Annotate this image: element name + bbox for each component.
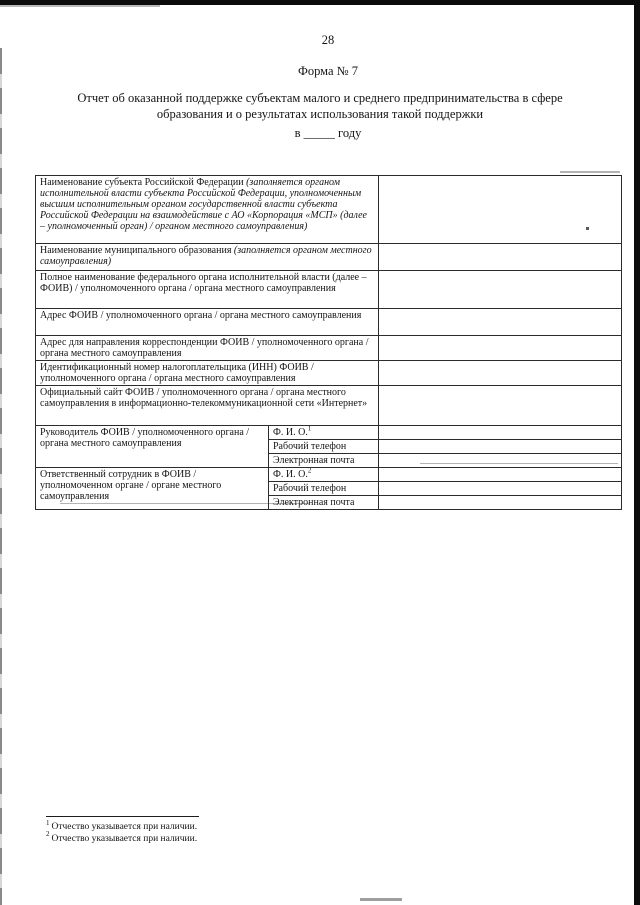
contact-field-value-cell <box>379 454 622 468</box>
contact-field-value-cell <box>379 482 622 496</box>
footnote-marker: 1 <box>307 425 312 433</box>
contact-label-cell <box>36 468 269 510</box>
table-row <box>36 271 622 309</box>
contact-field-name-cell <box>269 440 379 454</box>
contact-field-name-cell <box>269 426 379 440</box>
table-row <box>36 244 622 271</box>
field-label: Наименование муниципального образования <box>40 245 234 256</box>
field-label-cell <box>36 386 379 426</box>
scan-edge-right <box>634 0 640 905</box>
field-value-cell <box>379 309 622 336</box>
field-label: Наименование субъекта Российской Федерации <box>40 177 247 188</box>
contact-field-value-cell <box>379 496 622 510</box>
footnote-marker: 2 <box>307 467 312 475</box>
contact-label-cell <box>36 426 269 468</box>
field-label-cell <box>36 244 379 271</box>
table-row <box>36 309 622 336</box>
footnote <box>46 830 446 846</box>
footnote-separator <box>46 816 199 817</box>
field-value-cell <box>379 336 622 361</box>
field-value-cell <box>379 244 622 271</box>
contact-field-name-cell <box>269 496 379 510</box>
document-title-line1: Отчет об оказанной поддержке субъектам малого и среднего предпринимательства в сфере <box>77 91 563 105</box>
contact-field-value-cell <box>379 426 622 440</box>
document-title <box>12 90 628 122</box>
table-row <box>36 386 622 426</box>
contact-field-name: Ф. И. О. <box>273 427 308 438</box>
field-label: Адрес для направления корреспонденции ФОИВ / уполномоченного органа / органа местного самоуправления <box>40 337 369 359</box>
contact-field-name: Рабочий телефон <box>273 441 347 452</box>
contact-field-name-cell <box>269 454 379 468</box>
table-row <box>36 336 622 361</box>
field-label: Идентификационный номер налогоплательщика (ИНН) ФОИВ / уполномоченного органа / органа местного самоуправления <box>40 362 314 384</box>
field-label: Адрес ФОИВ / уполномоченного органа / органа местного самоуправления <box>40 310 362 321</box>
contact-field-name: Электронная почта <box>273 497 355 508</box>
year-blank-line: в _____ году <box>294 126 362 140</box>
contact-field-value-cell <box>379 440 622 454</box>
field-label-note: (заполняется органом исполнительной власти субъекта Российской Федерации, уполномоченным высшим исполнительным органом государственной власти субъекта Российской Федерации на взаимодействие с АО «Корпорация «МСП» (далее – уполномоченный орган) / органом местного самоуправления) <box>40 177 367 232</box>
contact-field-name: Рабочий телефон <box>273 483 347 494</box>
page-number: 28 <box>321 33 335 47</box>
footnotes <box>46 818 446 845</box>
field-value-cell <box>379 386 622 426</box>
field-value-cell <box>379 176 622 244</box>
footnote-marker: 2 <box>46 830 50 839</box>
scan-edge-left <box>0 48 2 905</box>
document-title-line2: образования и о результатах использования такой поддержки <box>156 107 484 121</box>
scan-smudge <box>560 171 620 173</box>
field-label-note: (заполняется органом местного самоуправления) <box>40 245 372 267</box>
field-label: Ответственный сотрудник в ФОИВ / уполномоченном органе / органе местного самоуправления <box>40 469 222 502</box>
field-label-cell <box>36 336 379 361</box>
contact-field-value-cell <box>379 468 622 482</box>
table-row-contact <box>36 426 622 440</box>
contact-field-name: Электронная почта <box>273 455 355 466</box>
table-row <box>36 176 622 244</box>
field-label-cell <box>36 361 379 386</box>
field-label: Официальный сайт ФОИВ / уполномоченного органа / органа местного самоуправления в информационно-телекоммуникационной сети «Интернет» <box>40 387 368 409</box>
table-row-contact <box>36 468 622 482</box>
footnote-marker: 1 <box>46 818 50 827</box>
field-label: Руководитель ФОИВ / уполномоченного органа / органа местного самоуправления <box>40 427 250 449</box>
table-row <box>36 361 622 386</box>
footnote-text: Отчество указывается при наличии. <box>51 822 198 832</box>
footnote <box>46 818 446 834</box>
scan-smudge <box>360 898 402 901</box>
report-form-table <box>35 175 622 510</box>
contact-field-name-cell <box>269 468 379 482</box>
form-number-label: Форма № 7 <box>298 64 358 78</box>
contact-field-name: Ф. И. О. <box>273 469 308 480</box>
field-label: Полное наименование федерального органа исполнительной власти (далее – ФОИВ) / уполномоченного органа / органа местного самоуправления <box>40 272 367 294</box>
field-value-cell <box>379 271 622 309</box>
field-value-cell <box>379 361 622 386</box>
field-label-cell <box>36 176 379 244</box>
field-label-cell <box>36 271 379 309</box>
footnote-text: Отчество указывается при наличии. <box>51 833 198 844</box>
field-label-cell <box>36 309 379 336</box>
contact-field-name-cell <box>269 482 379 496</box>
scan-edge-top-gray <box>0 5 160 7</box>
